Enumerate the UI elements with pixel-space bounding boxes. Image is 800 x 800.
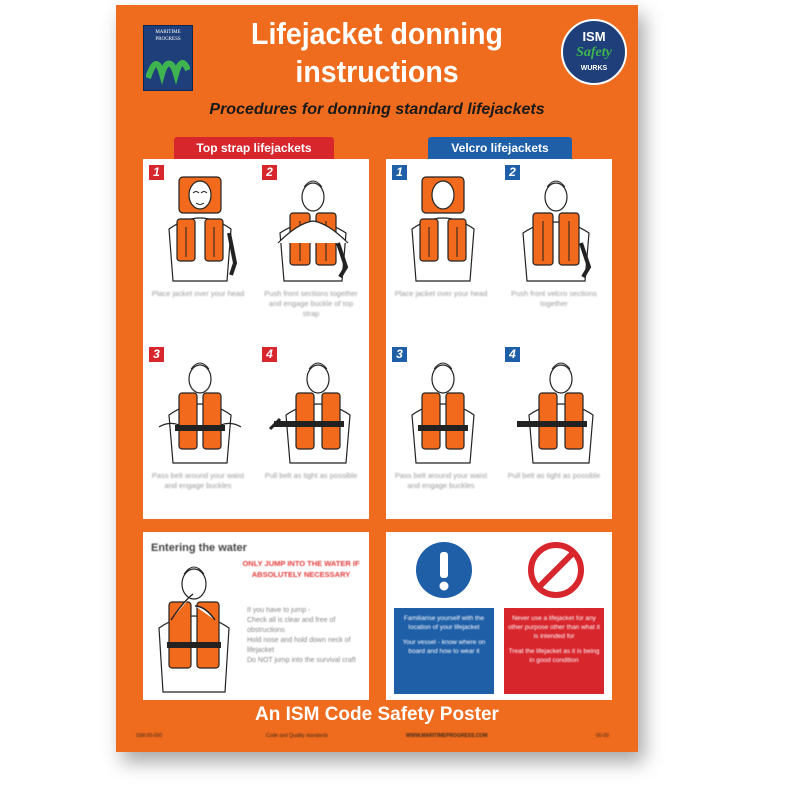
step-caption: Pass belt around your waist and engage buckles <box>394 471 488 490</box>
entering-water-panel <box>143 532 369 700</box>
list-item: If you have to jump - <box>247 607 311 614</box>
ism-logo-line1: ISM <box>582 29 606 44</box>
fine-print-code: ISM-00-000 <box>136 733 163 739</box>
list-item: Hold nose and hold down neck of lifejacket <box>247 637 351 654</box>
step-number: 2 <box>505 165 520 180</box>
top-strap-step-3 <box>143 341 253 516</box>
list-item: Check all is clear and free of obstructions <box>247 617 336 634</box>
water-warning-text: ONLY JUMP INTO THE WATER IF ABSOLUTELY NECESSARY <box>242 559 360 579</box>
velcro-step-4 <box>499 341 609 516</box>
step-number: 3 <box>392 347 407 362</box>
velcro-step-2 <box>499 159 609 334</box>
step-number: 4 <box>505 347 520 362</box>
poster-title: Lifejacket donning instructions <box>251 16 503 89</box>
exclamation-mandatory-icon <box>414 540 474 600</box>
person-fastening-velcro-icon <box>511 173 601 285</box>
person-fastening-top-strap-icon <box>268 173 358 285</box>
info-text: Treat the lifejacket as it is being in good condition <box>508 648 600 664</box>
mandatory-info-box <box>394 608 494 694</box>
velcro-step-3 <box>386 341 496 516</box>
logo-text-line1: MARITIME <box>155 30 181 35</box>
fine-print-url: WWW.MARITIMEPROGRESS.COM <box>406 733 488 739</box>
person-passing-belt-icon <box>398 355 488 467</box>
tab-velcro-lifejackets: Velcro lifejackets <box>428 137 572 159</box>
fine-print-standards: Code and Quality standards <box>266 733 328 739</box>
step-number: 3 <box>149 347 164 362</box>
step-caption: Place jacket over your head <box>151 289 245 298</box>
person-lifejacket-over-head-icon <box>398 173 488 285</box>
step-caption: Push front sections together and engage buckle of top strap <box>264 289 358 318</box>
water-instructions-list <box>247 606 365 666</box>
maritime-progress-logo <box>143 25 193 91</box>
top-strap-step-1 <box>143 159 253 334</box>
fine-print-date: 00-00 <box>596 733 609 739</box>
info-text: Never use a lifejacket for any other purpose other than what it is intended for <box>508 615 600 640</box>
logo-text-line2: PROGRESS <box>155 37 181 42</box>
wave-m-icon <box>146 50 190 86</box>
step-caption: Place jacket over your head <box>394 289 488 298</box>
prohibition-icon <box>526 540 586 600</box>
poster-footer: An ISM Code Safety Poster <box>255 704 499 725</box>
top-strap-panel <box>143 159 369 519</box>
poster-subtitle: Procedures for donning standard lifejackets <box>209 101 545 118</box>
info-text: Familiarise yourself with the location of your lifejacket <box>403 615 485 631</box>
person-lifejacket-over-head-icon <box>155 173 245 285</box>
step-number: 2 <box>262 165 277 180</box>
velcro-panel <box>386 159 612 519</box>
ism-logo-line2: Safety <box>576 45 612 60</box>
velcro-step-1 <box>386 159 496 334</box>
person-passing-belt-icon <box>155 355 245 467</box>
ism-logo-line3: WURKS <box>580 65 608 72</box>
safety-poster <box>116 5 638 752</box>
top-strap-step-4 <box>256 341 366 516</box>
prohibition-info-box <box>504 608 604 694</box>
step-number: 1 <box>149 165 164 180</box>
step-caption: Push front velcro sections together <box>511 289 597 308</box>
list-item: Do NOT jump into the survival craft <box>247 657 356 664</box>
step-number: 1 <box>392 165 407 180</box>
step-caption: Pull belt as tight as possible <box>507 471 601 480</box>
water-section-title: Entering the water <box>151 542 247 554</box>
top-strap-step-2 <box>256 159 366 334</box>
person-tightening-belt-icon <box>268 355 358 467</box>
person-tightening-belt-icon <box>511 355 601 467</box>
tab-top-strap-lifejackets: Top strap lifejackets <box>174 137 334 159</box>
info-text: Your vessel - know where on board and how to wear it <box>402 639 486 655</box>
ism-safety-works-logo <box>561 19 627 85</box>
step-number: 4 <box>262 347 277 362</box>
step-caption: Pull belt as tight as possible <box>264 471 358 480</box>
step-caption: Pass belt around your waist and engage buckles <box>151 471 245 490</box>
person-jumping-pose-icon <box>149 558 239 696</box>
safety-signs-panel <box>386 532 612 700</box>
